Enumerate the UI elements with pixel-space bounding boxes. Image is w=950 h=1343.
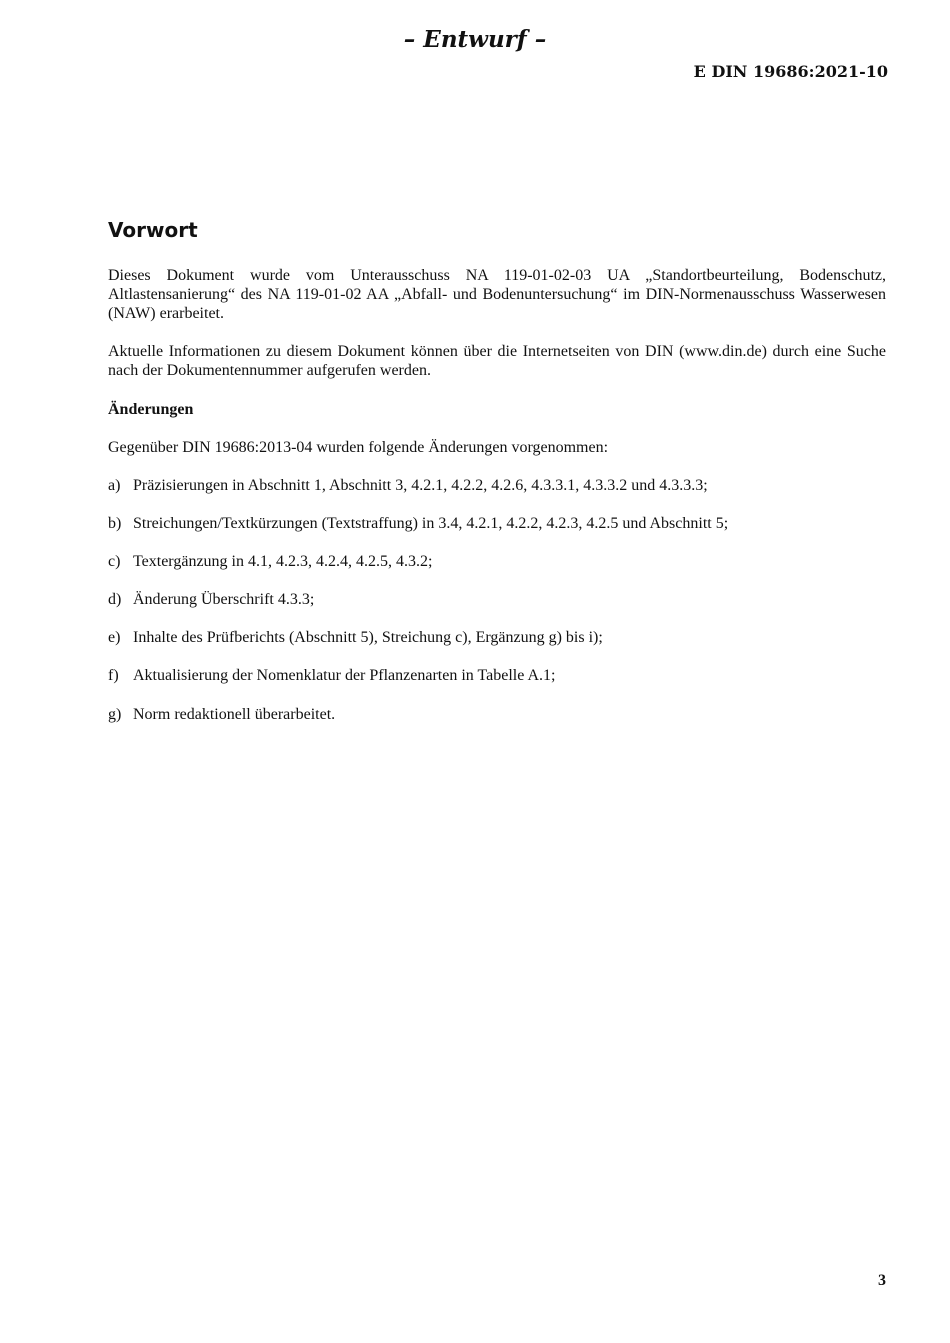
page-title: Vorwort <box>108 218 198 242</box>
list-item <box>108 552 886 571</box>
list-item <box>108 666 886 685</box>
document-number: E DIN 19686:2021-10 <box>693 62 888 81</box>
list-item <box>108 628 886 647</box>
list-marker: f) <box>108 667 119 685</box>
list-item-text: Norm redaktionell überarbeitet. <box>133 705 336 723</box>
list-item-text: Textergänzung in 4.1, 4.2.3, 4.2.4, 4.2.5, 4.3.2; <box>133 553 433 571</box>
list-marker: e) <box>108 629 121 647</box>
list-marker: g) <box>108 705 122 723</box>
list-item-text: Streichungen/Textkürzungen (Textstraffung) in 3.4, 4.2.1, 4.2.2, 4.2.3, 4.2.5 und Abschnitt 5; <box>133 515 729 533</box>
foreword-paragraph-2: Aktuelle Informationen zu diesem Dokument können über die Internetseiten von DIN (www.din.de) durch eine Suche nach der Dokumentennummer aufgerufen werden. <box>108 343 886 379</box>
list-item <box>108 590 886 609</box>
draft-label: – Entwurf – <box>403 26 547 53</box>
changes-intro: Gegenüber DIN 19686:2013-04 wurden folgende Änderungen vorgenommen: <box>108 439 609 456</box>
list-marker: c) <box>108 553 121 571</box>
list-item-text: Änderung Überschrift 4.3.3; <box>133 591 315 609</box>
foreword-paragraph-1: Dieses Dokument wurde vom Unterausschuss NA 119-01-02-03 UA „Standortbeurteilung, Bodenschutz, Altlastensanierung“ des NA 119-01-02 AA „Abfall- und Bodenuntersuchung“ im DIN-Normenausschuss Wasserwesen (NAW) erarbeitet. <box>108 267 886 322</box>
changes-list <box>108 476 886 743</box>
changes-heading: Änderungen <box>108 401 194 418</box>
list-item-text: Präzisierungen in Abschnitt 1, Abschnitt 3, 4.2.1, 4.2.2, 4.2.6, 4.3.3.1, 4.3.3.2 und 4.3.3.3; <box>133 477 708 494</box>
list-marker: b) <box>108 515 122 533</box>
page-number: 3 <box>878 1272 886 1289</box>
list-marker: a) <box>108 477 121 494</box>
list-item <box>108 705 886 724</box>
list-marker: d) <box>108 591 122 609</box>
list-item-text: Aktualisierung der Nomenklatur der Pflanzenarten in Tabelle A.1; <box>133 667 556 685</box>
list-item <box>108 514 886 533</box>
list-item-text: Inhalte des Prüfberichts (Abschnitt 5), Streichung c), Ergänzung g) bis i); <box>133 629 603 647</box>
list-item <box>108 476 886 495</box>
